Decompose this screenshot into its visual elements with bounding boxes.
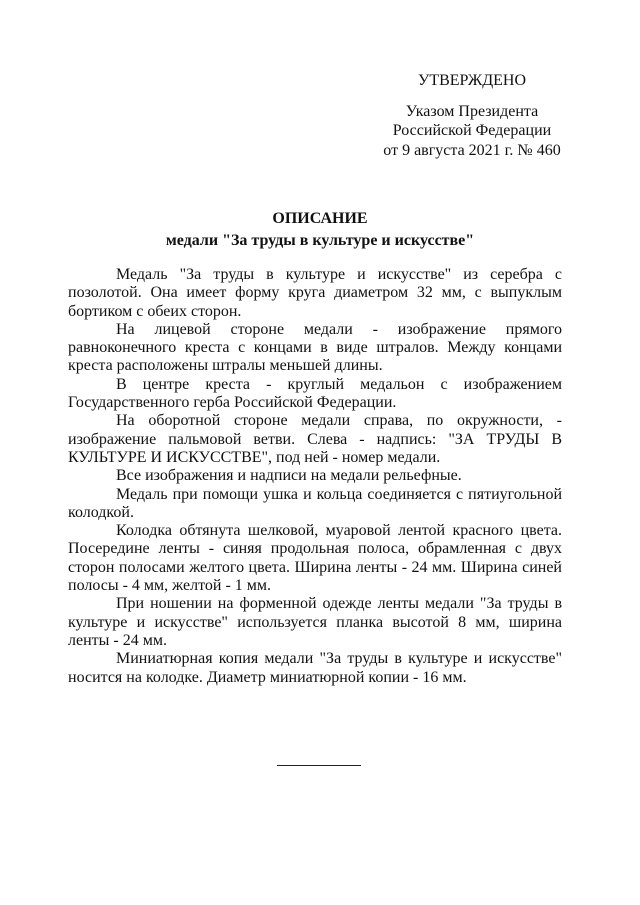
document-body — [68, 266, 562, 687]
approval-line-federation: Российской Федерации — [392, 122, 552, 139]
paragraph-reverse: На оборотной стороне медали справа, по окружности, - изображение пальмовой ветви. Слева - надпись: "ЗА ТРУДЫ В КУЛЬТУРЕ И ИСКУССТВЕ", под ней - номер медали. — [68, 412, 562, 466]
approval-line-date: от 9 августа 2021 г. № 460 — [383, 141, 561, 159]
paragraph-miniature: Миниатюрная копия медали "За труды в культуре и искусстве" носится на колодке. Диаметр миниатюрной копии - 16 мм. — [68, 650, 562, 686]
paragraph-relief: Все изображения и надписи на медали рельефные. — [116, 467, 462, 485]
paragraph-medallion: В центре креста - круглый медальон с изображением Государственного герба Российской Федерации. — [68, 375, 562, 412]
paragraph-material: Медаль "За труды в культуре и искусстве" из серебра с позолотой. Она имеет форму круга диаметром 32 мм, с выпуклым бортиком с обеих сторон. — [68, 266, 562, 320]
approval-line-decree: Указом Президента — [405, 102, 539, 120]
document-heading: ОПИСАНИЕ — [272, 210, 368, 227]
paragraph-mount: Медаль при помощи ушка и кольца соединяется с пятиугольной колодкой. — [68, 485, 562, 521]
document-subheading: медали "За труды в культуре и искусстве" — [165, 232, 475, 249]
paragraph-obverse: На лицевой стороне медали - изображение прямого равноконечного креста с концами в виде штралов. Между концами креста расположены штралы меньшей длины. — [68, 320, 562, 375]
approval-stamp: УТВЕРЖДЕНО — [417, 72, 526, 89]
closing-divider — [277, 765, 361, 766]
document-title-block — [60, 208, 580, 252]
paragraph-ribbon: Колодка обтянута шелковой, муаровой лентой красного цвета. Посередине ленты - синяя продольная полоса, обрамленная с двух сторон полосами желтого цвета. Ширина ленты - 24 мм. Ширина синей полосы - 4 мм, желтой - 1 мм. — [68, 522, 562, 595]
approval-block — [372, 71, 572, 160]
paragraph-ribbon-bar: При ношении на форменной одежде ленты медали "За труды в культуре и искусстве" используется планка высотой 8 мм, ширина ленты - 24 мм. — [68, 595, 562, 649]
